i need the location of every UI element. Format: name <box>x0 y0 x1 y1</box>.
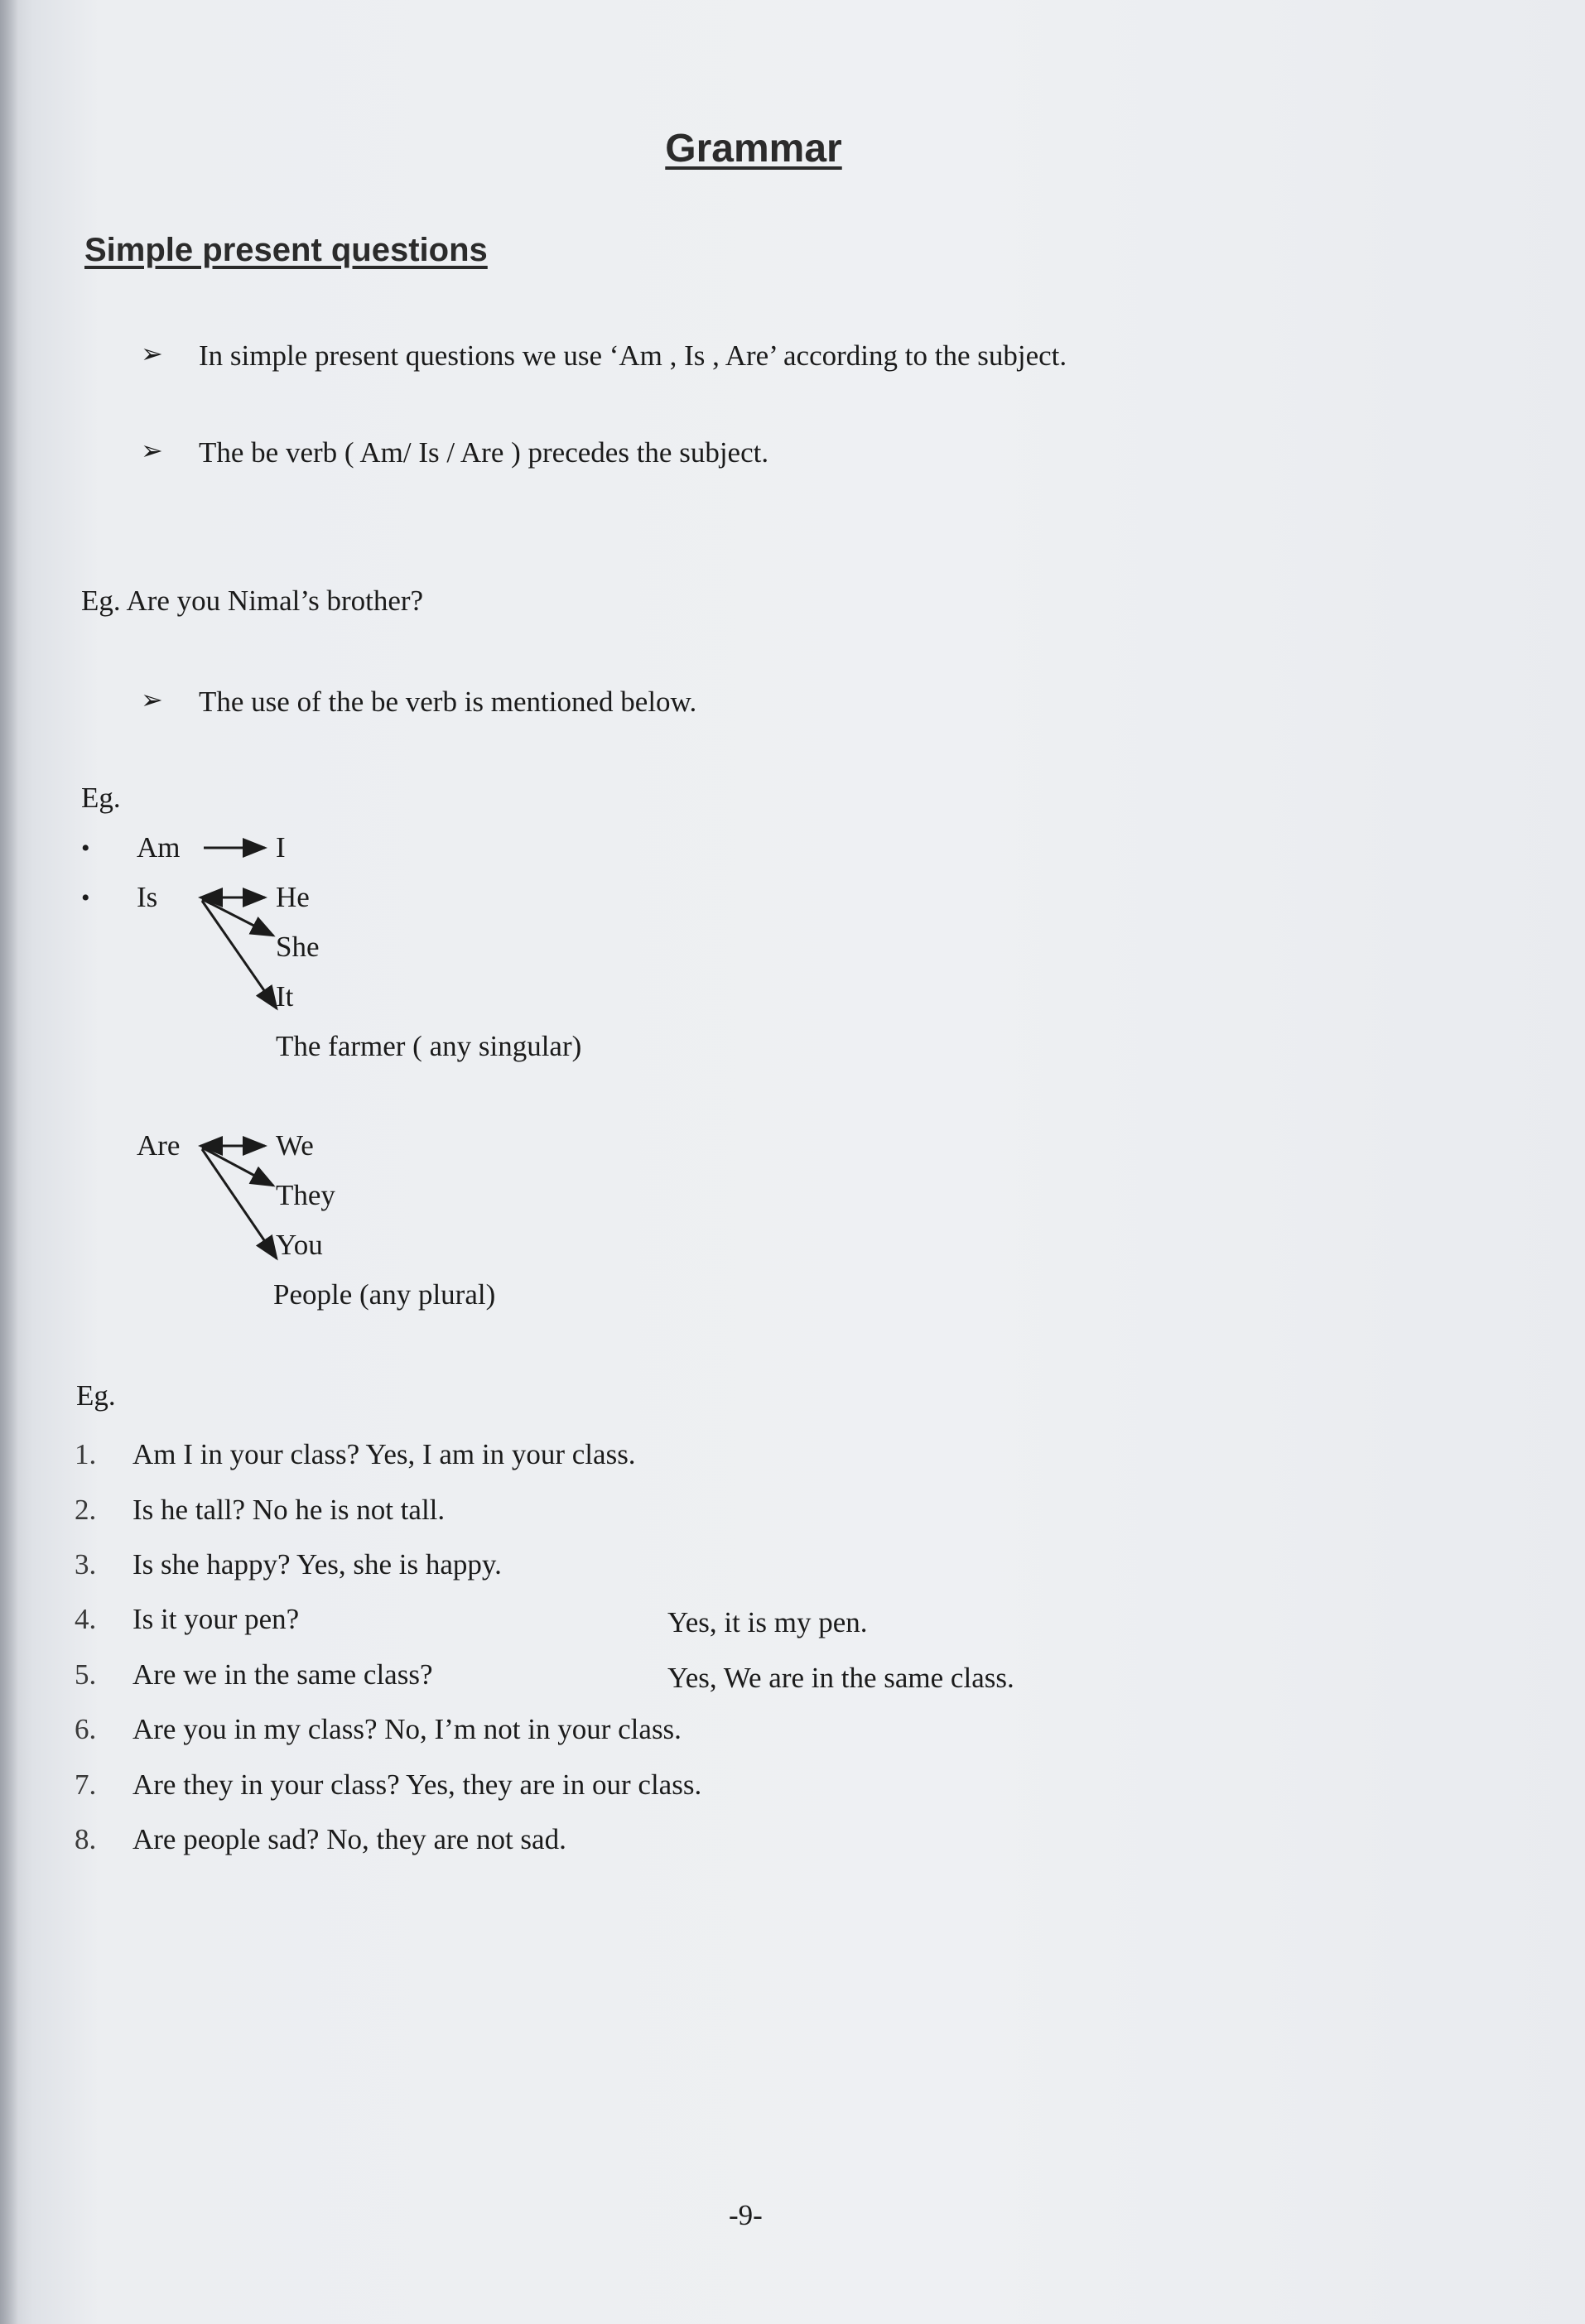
list-item-number: 7. <box>75 1768 97 1801</box>
list-item-number: 6. <box>75 1713 97 1745</box>
list-item-question: Is she happy? Yes, she is happy. <box>132 1548 502 1581</box>
list-item-number: 8. <box>75 1823 97 1855</box>
eg-label: Eg. <box>81 782 121 814</box>
list-item-question: Is it your pen? <box>132 1603 300 1635</box>
subject-plural: People (any plural) <box>273 1278 496 1311</box>
subject-singular: The farmer ( any singular) <box>276 1030 582 1062</box>
list-item-answer: Yes, it is my pen. <box>667 1606 868 1638</box>
section-heading: Simple present questions <box>84 232 488 268</box>
subject-he: He <box>276 881 310 913</box>
subject-she: She <box>276 931 320 963</box>
subject-we: We <box>276 1129 314 1162</box>
list-item-number: 2. <box>75 1494 97 1526</box>
list-item-question: Are you in my class? No, I’m not in your class. <box>132 1713 682 1745</box>
arrow-bullet-icon: ➢ <box>141 339 163 368</box>
verb-are: Are <box>137 1129 181 1162</box>
example-intro: Eg. Are you Nimal’s brother? <box>81 585 424 617</box>
list-item-answer: Yes, We are in the same class. <box>667 1662 1014 1694</box>
list-item-question: Are they in your class? Yes, they are in our class. <box>132 1768 702 1801</box>
subject-it: It <box>276 980 294 1013</box>
bullet-dot: • <box>81 884 90 912</box>
rule-point-3: The use of the be verb is mentioned below. <box>199 686 697 718</box>
bullet-dot: • <box>81 835 90 862</box>
list-item-number: 5. <box>75 1658 97 1691</box>
list-item-question: Are we in the same class? <box>132 1658 433 1691</box>
arrow-are-you <box>202 1149 277 1258</box>
rule-point-2: The be verb ( Am/ Is / Are ) precedes the subject. <box>199 436 769 469</box>
arrow-bullet-icon: ➢ <box>141 685 163 715</box>
rule-point-1: In simple present questions we use ‘Am , Is , Are’ according to the subject. <box>199 339 1067 372</box>
list-item-number: 1. <box>75 1438 97 1470</box>
arrow-bullet-icon: ➢ <box>141 435 163 465</box>
subject-they: They <box>276 1179 335 1211</box>
subject-i: I <box>276 831 286 864</box>
list-item-number: 4. <box>75 1603 97 1635</box>
list-item-number: 3. <box>75 1548 97 1581</box>
list-item-question: Are people sad? No, they are not sad. <box>132 1823 566 1855</box>
eg-label: Eg. <box>76 1379 116 1412</box>
list-item-question: Is he tall? No he is not tall. <box>132 1494 446 1526</box>
list-item-question: Am I in your class? Yes, I am in your class. <box>132 1438 636 1470</box>
verb-is: Is <box>137 881 158 913</box>
verb-am: Am <box>137 831 181 864</box>
subject-you: You <box>276 1229 323 1261</box>
page-title: Grammar <box>665 127 842 171</box>
page-number: -9- <box>729 2199 763 2231</box>
